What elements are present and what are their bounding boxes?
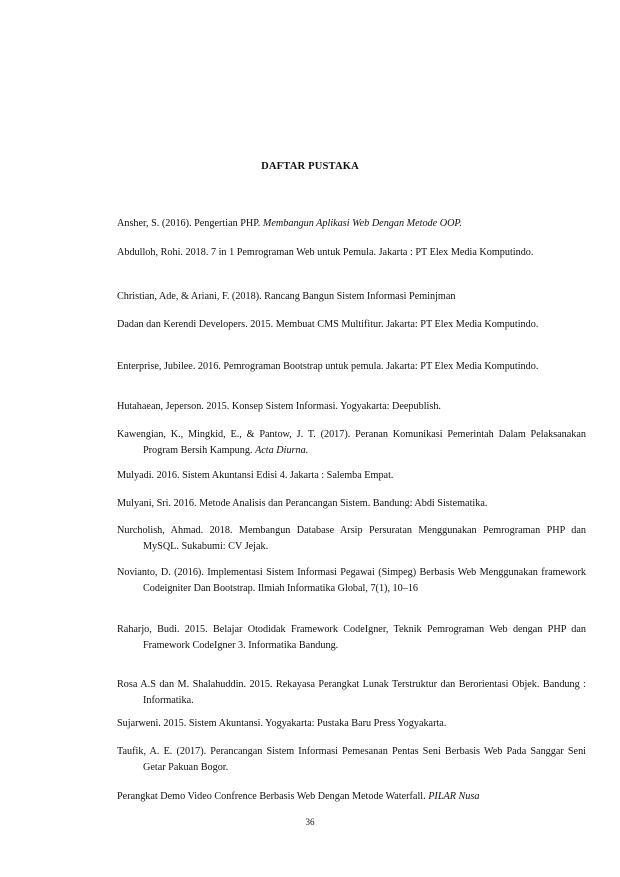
reference-item: Hutahaean, Jeperson. 2015. Konsep Sistem Informasi. Yogyakarta: Deepublish.	[117, 401, 441, 412]
reference-item: Mulyadi. 2016. Sistem Akuntansi Edisi 4. Jakarta : Salemba Empat.	[117, 470, 394, 481]
reference-item: Perangkat Demo Video Confrence Berbasis Web Dengan Metode Waterfall. PILAR Nusa	[117, 791, 480, 802]
reference-item: Sujarweni. 2015. Sistem Akuntansi. Yogyakarta: Pustaka Baru Press Yogyakarta.	[117, 718, 447, 729]
reference-item: Mulyani, Sri. 2016. Metode Analisis dan Perancangan Sistem. Bandung: Abdi Sistematika.	[117, 498, 488, 509]
reference-item: Kawengian, K., Mingkid, E., & Pantow, J. T. (2017). Peranan Komunikasi Pemerintah Dalam Pelaksanakan Program Bersih Kampung. Acta Diurna.	[117, 429, 586, 456]
reference-item: Enterprise, Jubilee. 2016. Pemrograman Bootstrap untuk pemula. Jakarta: PT Elex Media Komputindo.	[117, 361, 539, 372]
reference-item: Abdulloh, Rohi. 2018. 7 in 1 Pemrograman Web untuk Pemula. Jakarta : PT Elex Media Komputindo.	[117, 247, 534, 258]
page-title: DAFTAR PUSTAKA	[261, 161, 359, 172]
reference-item: Nurcholish, Ahmad. 2018. Membangun Database Arsip Persuratan Menggunakan Pemrograman PHP dan MySQL. Sukabumi: CV Jejak.	[117, 525, 586, 552]
reference-item: Taufik, A. E. (2017). Perancangan Sistem Informasi Pemesanan Pentas Seni Berbasis Web Pada Sanggar Seni Getar Pakuan Bogor.	[117, 746, 586, 773]
reference-item: Dadan dan Kerendi Developers. 2015. Membuat CMS Multifitur. Jakarta: PT Elex Media Komputindo.	[117, 319, 539, 330]
page-number: 36	[305, 817, 315, 827]
reference-item: Raharjo, Budi. 2015. Belajar Otodidak Framework CodeIgner, Teknik Pemrograman Web dengan PHP dan Framework CodeIgner 3. Informatika Bandung.	[117, 624, 586, 651]
reference-item: Ansher, S. (2016). Pengertian PHP. Membangun Aplikasi Web Dengan Metode OOP.	[117, 218, 462, 229]
reference-item: Rosa A.S dan M. Shalahuddin. 2015. Rekayasa Perangkat Lunak Terstruktur dan Berorientasi Objek. Bandung : Informatika.	[117, 679, 586, 706]
reference-item: Novianto, D. (2016). Implementasi Sistem Informasi Pegawai (Simpeg) Berbasis Web Menggunakan framework Codeigniter Dan Bootstrap. Ilmiah Informatika Global, 7(1), 10–16	[117, 567, 586, 594]
reference-item: Christian, Ade, & Ariani, F. (2018). Rancang Bangun Sistem Informasi Peminjman	[117, 291, 456, 302]
